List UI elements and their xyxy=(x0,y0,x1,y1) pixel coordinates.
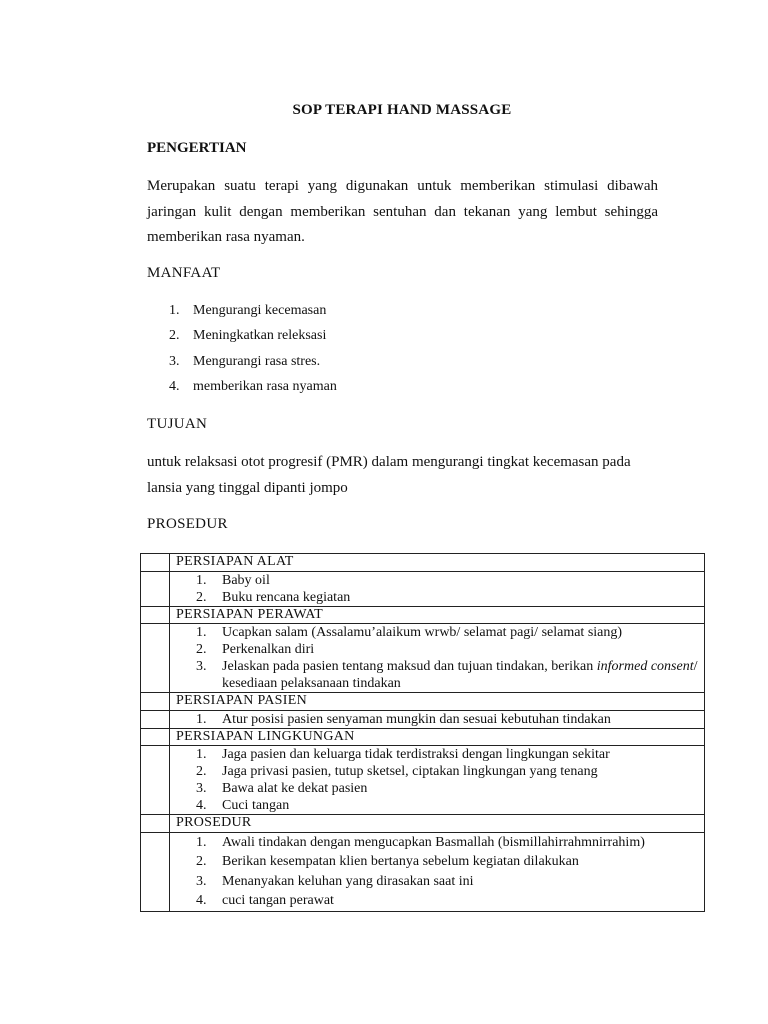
section-items xyxy=(170,572,704,606)
list-text: Mengurangi rasa stres. xyxy=(193,353,321,369)
table-cell xyxy=(170,832,705,911)
list-number: 4. xyxy=(169,378,180,394)
tujuan-text: untuk relaksasi otot progresif (PMR) dalam mengurangi tingkat kecemasan pada lansia yang tinggal dipanti jompo xyxy=(147,454,631,496)
table-row xyxy=(141,571,705,606)
list-item xyxy=(170,763,704,780)
list-number: 3. xyxy=(196,659,207,674)
section-items xyxy=(170,746,704,814)
list-item xyxy=(170,852,704,872)
table-cell xyxy=(170,554,705,572)
table-cell xyxy=(170,571,705,606)
table-cell-empty xyxy=(141,554,170,572)
section-title-persiapan-alat: PERSIAPAN ALAT xyxy=(176,554,294,569)
table-row xyxy=(141,554,705,572)
list-number: 1. xyxy=(196,572,207,588)
table-cell-empty xyxy=(141,624,170,693)
list-text: Baby oil xyxy=(222,572,270,588)
section-items xyxy=(170,833,704,911)
list-number: 1. xyxy=(169,303,180,318)
list-text: Meningkatkan releksasi xyxy=(193,328,327,344)
list-item xyxy=(170,658,704,692)
list-text: Perkenalkan diri xyxy=(222,642,315,657)
list-number: 2. xyxy=(196,589,207,605)
procedure-table xyxy=(140,553,705,912)
manfaat-heading: MANFAAT xyxy=(147,265,221,281)
table-row xyxy=(141,693,705,711)
list-number: 2. xyxy=(169,328,180,344)
section-items xyxy=(170,711,704,728)
section-title-persiapan-perawat: PERSIAPAN PERAWAT xyxy=(176,606,323,622)
table-cell-empty xyxy=(141,832,170,911)
pengertian-heading: PENGERTIAN xyxy=(147,140,247,156)
tujuan-heading: TUJUAN xyxy=(147,416,208,432)
table-cell xyxy=(170,624,705,693)
table-cell-empty xyxy=(141,710,170,728)
list-number: 1. xyxy=(196,747,207,762)
list-item xyxy=(170,589,704,606)
list-number: 2. xyxy=(196,764,207,779)
list-text: Ucapkan salam (Assalamu’alaikum wrwb/ selamat pagi/ selamat siang) xyxy=(222,625,623,640)
table-cell-empty xyxy=(141,693,170,711)
section-title-persiapan-lingkungan: PERSIAPAN LINGKUNGAN xyxy=(176,728,355,744)
table-row xyxy=(141,624,705,693)
list-text: Cuci tangan xyxy=(222,798,290,813)
list-item xyxy=(170,797,704,814)
list-number: 3. xyxy=(196,781,207,796)
list-item xyxy=(170,872,704,892)
table-cell xyxy=(170,728,705,746)
list-item xyxy=(170,891,704,911)
table-cell xyxy=(170,746,705,815)
list-text: / kesediaan pelaksanaan tindakan xyxy=(222,659,698,691)
table-cell-empty xyxy=(141,815,170,833)
list-text: Menanyakan keluhan yang dirasakan saat ini xyxy=(222,873,474,889)
list-number: 3. xyxy=(169,353,180,369)
table-cell xyxy=(170,710,705,728)
table-cell-empty xyxy=(141,571,170,606)
table-cell-empty xyxy=(141,606,170,624)
table-cell xyxy=(170,693,705,711)
list-text-italic: informed consent xyxy=(596,659,694,674)
table-row xyxy=(141,728,705,746)
list-text: Buku rencana kegiatan xyxy=(222,589,351,605)
section-title-prosedur: PROSEDUR xyxy=(176,815,252,830)
prosedur-heading: PROSEDUR xyxy=(147,516,228,532)
list-text: Berikan kesempatan klien bertanya sebelum kegiatan dilakukan xyxy=(222,854,579,869)
table-row xyxy=(141,606,705,624)
list-number: 2. xyxy=(196,854,207,869)
list-text: cuci tangan perawat xyxy=(222,893,334,908)
section-title-persiapan-pasien: PERSIAPAN PASIEN xyxy=(176,693,307,708)
table-row xyxy=(141,710,705,728)
list-text: Jaga pasien dan keluarga tidak terdistraksi dengan lingkungan sekitar xyxy=(222,747,610,762)
list-text: Bawa alat ke dekat pasien xyxy=(222,781,368,796)
list-number: 3. xyxy=(196,873,207,889)
table-row xyxy=(141,832,705,911)
table-cell-empty xyxy=(141,746,170,815)
list-text: memberikan rasa nyaman xyxy=(193,378,337,394)
list-text: Mengurangi kecemasan xyxy=(193,303,327,318)
list-number: 1. xyxy=(196,711,207,727)
list-number: 1. xyxy=(196,625,207,640)
list-number: 2. xyxy=(196,642,207,657)
list-item xyxy=(170,833,704,853)
table-cell xyxy=(170,606,705,624)
table-row xyxy=(141,815,705,833)
table-row xyxy=(141,746,705,815)
list-text: Awali tindakan dengan mengucapkan Basmallah (bismillahirrahmnirrahim) xyxy=(222,834,645,850)
document-title: SOP TERAPI HAND MASSAGE xyxy=(292,102,512,118)
list-text: Jelaskan pada pasien tentang maksud dan tujuan tindakan, berikan xyxy=(222,659,597,674)
list-number: 4. xyxy=(196,893,207,908)
section-items xyxy=(170,624,704,692)
list-item xyxy=(170,711,704,728)
list-number: 1. xyxy=(196,834,207,850)
list-number: 4. xyxy=(196,798,207,813)
list-item xyxy=(170,641,704,658)
list-text: Atur posisi pasien senyaman mungkin dan sesuai kebutuhan tindakan xyxy=(222,711,611,727)
table-cell xyxy=(170,815,705,833)
table-cell-empty xyxy=(141,728,170,746)
list-item xyxy=(170,746,704,763)
pengertian-text: Merupakan suatu terapi yang digunakan untuk memberikan stimulasi dibawah jaringan kulit dengan memberikan sentuhan dan tekanan yang lembut sehingga memberikan rasa nyaman. xyxy=(147,178,658,245)
list-item xyxy=(170,572,704,589)
list-text: Jaga privasi pasien, tutup sketsel, ciptakan lingkungan yang tenang xyxy=(222,764,598,779)
list-item xyxy=(170,624,704,641)
list-item xyxy=(170,780,704,797)
